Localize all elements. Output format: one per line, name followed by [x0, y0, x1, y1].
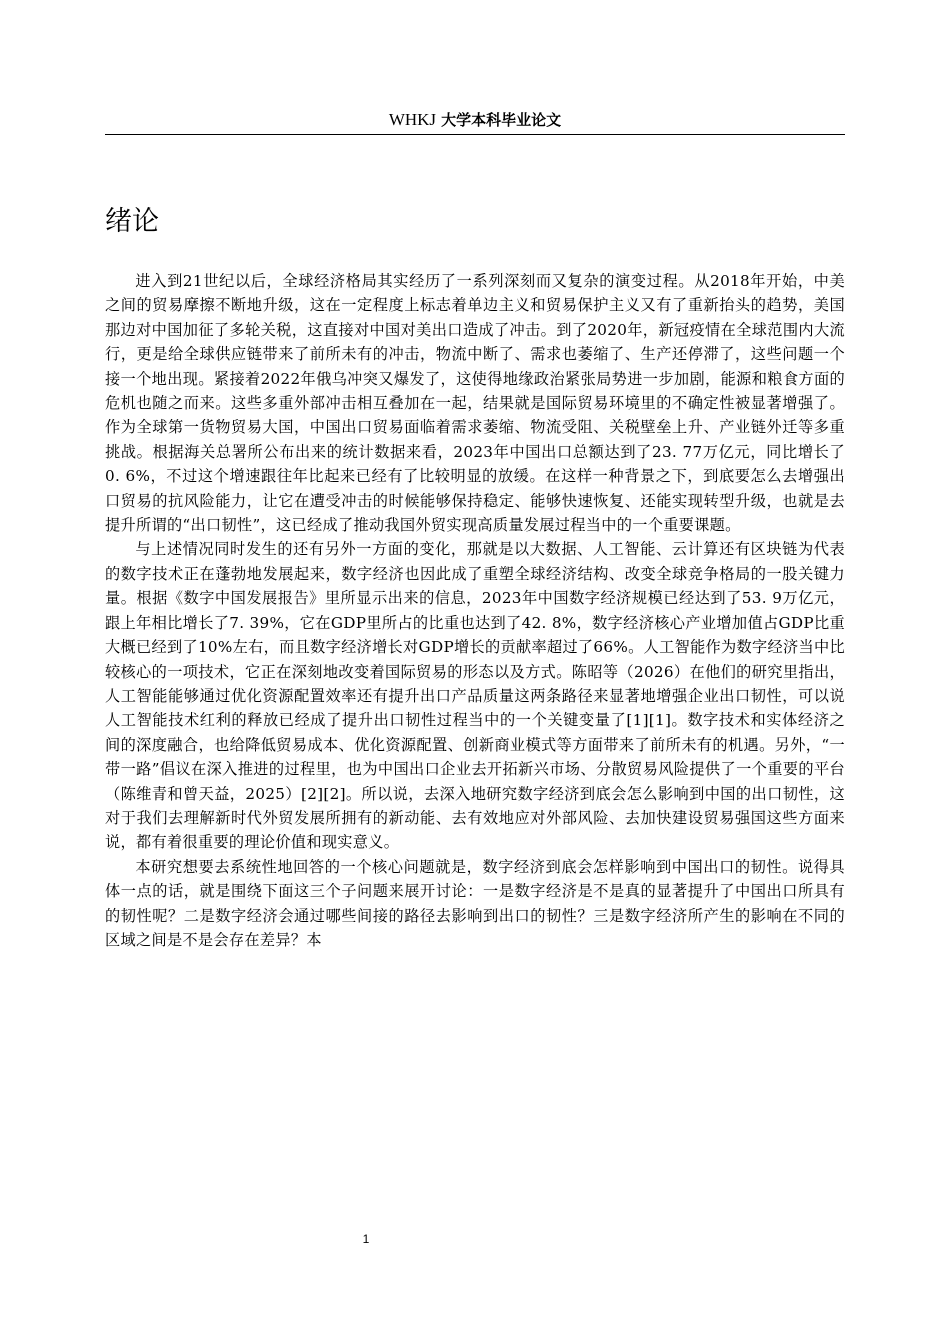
paragraph-1: 进入到21世纪以后，全球经济格局其实经历了一系列深刻而又复杂的演变过程。从2018年开始，中美之间的贸易摩擦不断地升级，这在一定程度上标志着单边主义和贸易保护主义又有了重新抬头的趋势，美国那边对中国加征了多轮关税，这直接对中国对美出口造成了冲击。到了2020年，新冠疫情在全球范围内大流行，更是给全球供应链带来了前所未有的冲击，物流中断了、需求也萎缩了、生产还停滞了，这些问题一个接一个地出现。紧接着2022年俄乌冲突又爆发了，这使得地缘政治紧张局势进一步加剧，能源和粮食方面的危机也随之而来。这些多重外部冲击相互叠加在一起，结果就是国际贸易环境里的不确定性被显著增强了。作为全球第一货物贸易大国，中国出口贸易面临着需求萎缩、物流受阻、关税壁垒上升、产业链外迁等多重挑战。根据海关总署所公布出来的统计数据来看，2023年中国出口总额达到了23. 77万亿元，同比增长了0. 6%，不过这个增速跟往年比起来已经有了比较明显的放缓。在这样一种背景之下，到底要怎么去增强出口贸易的抗风险能力，让它在遭受冲击的时候能够保持稳定、能够快速恢复、还能实现转型升级，也就是去提升所谓的“出口韧性”，这已经成了推动我国外贸实现高质量发展过程当中的一个重要课题。	[105, 272, 845, 535]
body-text	[105, 269, 845, 952]
header-title: 大学本科毕业论文	[441, 111, 562, 129]
section-title: 绪论	[105, 206, 159, 237]
header-code: WHKJ	[388, 110, 437, 129]
paragraph-3: 本研究想要去系统性地回答的一个核心问题就是，数字经济到底会怎样影响到中国出口的韧性。说得具体一点的话，就是围绕下面这三个子问题来展开讨论：一是数字经济是不是真的显著提升了中国出口所具有的韧性呢？二是数字经济会通过哪些间接的路径去影响到出口的韧性？三是数字经济所产生的影响在不同的区域之间是不是会存在差异？本	[105, 857, 845, 949]
page-number: 1	[362, 1232, 370, 1246]
paragraph-2: 与上述情况同时发生的还有另外一方面的变化，那就是以大数据、人工智能、云计算还有区块链为代表的数字技术正在蓬勃地发展起来，数字经济也因此成了重塑全球经济结构、改变全球竞争格局的一股关键力量。根据《数字中国发展报告》里所显示出来的信息，2023年中国数字经济规模已经达到了53. 9万亿元，跟上年相比增长了7. 39%，它在GDP里所占的比重也达到了42. 8%，数字经济核心产业增加值占GDP比重大概已经到了10%左右，而且数字经济增长对GDP增长的贡献率超过了66%。人工智能作为数字经济当中比较核心的一项技术，它正在深刻地改变着国际贸易的形态以及方式。陈昭等（2026）在他们的研究里指出，人工智能能够通过优化资源配置效率还有提升出口产品质量这两条路径来显著地增强企业出口韧性，可以说人工智能技术红利的释放已经成了提升出口韧性过程当中的一个关键变量了[1][1]。数字技术和实体经济之间的深度融合，也给降低贸易成本、优化资源配置、创新商业模式等方面带来了前所未有的机遇。另外，“一带一路”倡议在深入推进的过程里，也为中国出口企业去开拓新兴市场、分散贸易风险提供了一个重要的平台（陈维青和曾天益，2025）[2][2]。所以说，去深入地研究数字经济到底会怎么影响到中国的出口韧性，这对于我们去理解新时代外贸发展所拥有的新动能、去有效地应对外部风险、去加快建设贸易强国这些方面来说，都有着很重要的理论价值和现实意义。	[105, 540, 845, 852]
page-header	[105, 108, 845, 135]
